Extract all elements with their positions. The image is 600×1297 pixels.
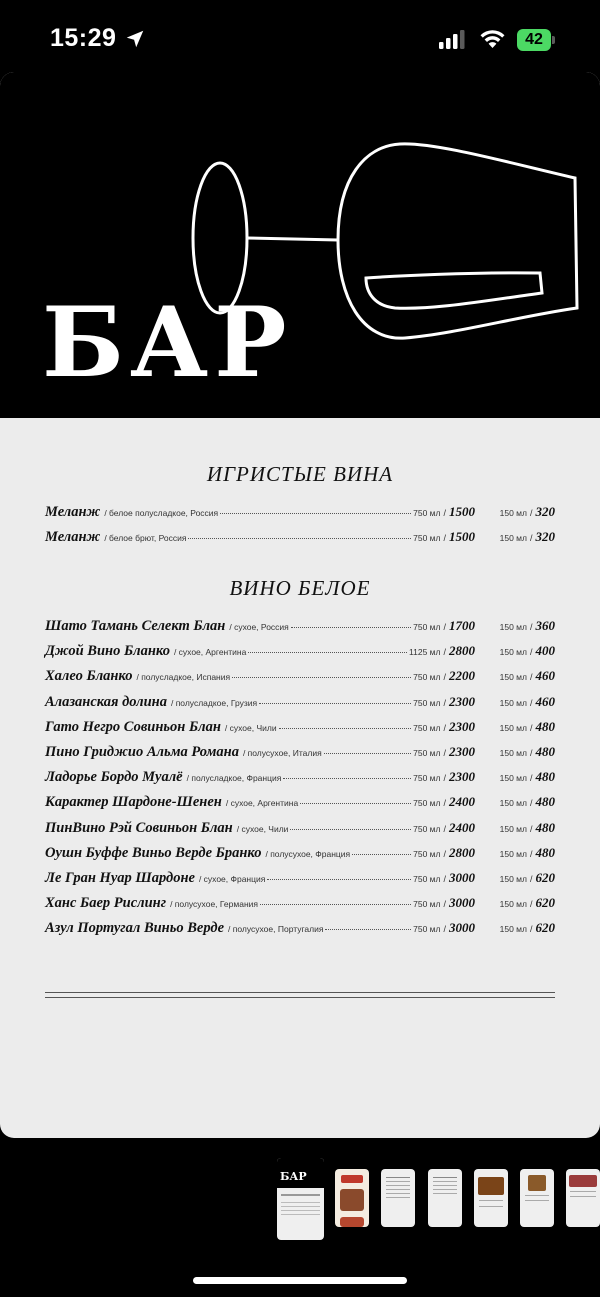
- separator: /: [443, 533, 446, 544]
- thumbnail-line: [386, 1177, 410, 1178]
- menu-item-row: [45, 528, 555, 553]
- thumbnail-line: [386, 1181, 410, 1182]
- separator: /: [529, 533, 533, 544]
- menu-item-row: [45, 919, 555, 944]
- menu-item-row: [45, 693, 555, 718]
- glass-price-group: [481, 743, 555, 761]
- bottle-price: 2300: [449, 769, 475, 785]
- dot-leader: [290, 829, 411, 830]
- wine-description: / полусладкое, Грузия: [170, 697, 258, 708]
- bottle-price: 2300: [449, 718, 475, 734]
- thumbnail-line: [386, 1193, 410, 1194]
- wine-description: / сухое, Чили: [236, 823, 289, 834]
- thumbnail-line: [570, 1196, 596, 1197]
- menu-item-row: [45, 869, 555, 894]
- separator: /: [529, 508, 533, 518]
- thumbnail-line: [433, 1185, 457, 1186]
- bottle-price: 2400: [449, 819, 475, 835]
- bottle-volume: 750 мл: [413, 747, 441, 758]
- glass-price-group: [481, 869, 555, 887]
- bottle-price-group: [413, 869, 475, 887]
- glass-price: 480: [535, 769, 555, 785]
- glass-volume: 150 мл: [499, 798, 527, 809]
- thumbnail-line: [433, 1189, 457, 1190]
- status-time: 15:29: [50, 24, 117, 52]
- separator: /: [529, 848, 533, 859]
- divider-line: [45, 992, 555, 993]
- thumbnail-line: [386, 1189, 410, 1190]
- glass-price: 620: [535, 920, 555, 936]
- wine-glass-illustration: [190, 138, 582, 344]
- dot-leader: [325, 929, 411, 930]
- separator: /: [443, 697, 446, 708]
- wine-description: / сухое, Франция: [198, 873, 266, 884]
- bottle-volume: 750 мл: [413, 773, 441, 784]
- separator: /: [529, 747, 533, 758]
- glass-price: 320: [535, 529, 555, 545]
- glass-volume: 150 мл: [499, 622, 527, 632]
- thumbnail-line: [386, 1185, 410, 1186]
- wine-name: Ле Гран Нуар Шардоне: [45, 869, 195, 886]
- glass-price: 480: [535, 844, 555, 860]
- thumbnail-photo: [528, 1175, 546, 1191]
- dot-leader: [188, 538, 411, 539]
- glass-price: 480: [535, 718, 555, 734]
- glass-volume: 150 мл: [499, 899, 527, 910]
- bottle-price: 3000: [449, 920, 475, 936]
- wine-description: / полусухое, Италия: [242, 747, 322, 758]
- dot-leader: [259, 703, 411, 704]
- wine-name: Алазанская долина: [45, 693, 167, 710]
- location-arrow-icon: [124, 28, 146, 50]
- section-title-white: ВИНО БЕЛОЕ: [229, 576, 371, 600]
- battery-tip: [552, 36, 555, 44]
- bottle-volume: 750 мл: [413, 798, 441, 809]
- wine-description: / белое брют, Россия: [104, 533, 187, 544]
- glass-volume: 150 мл: [499, 848, 527, 859]
- menu-item-row: [45, 768, 555, 793]
- menu-item-row: [45, 819, 555, 844]
- separator: /: [529, 823, 533, 834]
- glass-volume: 150 мл: [499, 823, 527, 834]
- separator: /: [443, 747, 446, 758]
- glass-price: 460: [535, 668, 555, 684]
- thumbnail-header: [277, 1158, 324, 1188]
- glass-price-group: [481, 642, 555, 660]
- bottle-price: 1500: [449, 504, 475, 519]
- thumbnail-page-1[interactable]: [277, 1158, 324, 1240]
- wine-description: / полусухое, Франция: [265, 848, 351, 859]
- wine-description: / полусухое, Германия: [170, 899, 258, 910]
- cellular-signal-icon: [439, 30, 465, 49]
- bottle-price-group: [409, 642, 475, 660]
- bottle-price-group: [413, 844, 475, 862]
- glass-price-group: [481, 528, 555, 546]
- thumbnail-line: [281, 1194, 320, 1196]
- separator: /: [443, 773, 446, 784]
- thumbnail-photo: [340, 1189, 364, 1211]
- page-thumbnail-strip[interactable]: [0, 1155, 600, 1245]
- thumbnail-title: БАР: [280, 1170, 307, 1183]
- glass-volume: 150 мл: [499, 533, 527, 544]
- separator: /: [443, 899, 446, 910]
- bottle-volume: 750 мл: [413, 899, 441, 910]
- white-wine-list: [45, 617, 555, 944]
- glass-price-group: [481, 919, 555, 937]
- wine-name: Меланж: [45, 504, 101, 520]
- glass-price: 320: [535, 504, 555, 519]
- wine-name: Меланж: [45, 529, 101, 546]
- separator: /: [529, 697, 533, 708]
- menu-item-row: [45, 894, 555, 919]
- wine-description: / полусладкое, Франция: [186, 773, 282, 784]
- wine-description: / сухое, Аргентина: [173, 647, 247, 658]
- glass-volume: 150 мл: [499, 647, 527, 658]
- menu-item-row: [45, 718, 555, 743]
- thumbnail-photo: [478, 1177, 504, 1195]
- bottle-volume: 750 мл: [413, 722, 441, 733]
- bottle-price-group: [413, 503, 475, 521]
- thumbnail-page-2[interactable]: [335, 1169, 369, 1227]
- menu-item-row: [45, 617, 555, 642]
- thumbnail-page-6[interactable]: [520, 1169, 554, 1227]
- battery-indicator: [517, 29, 555, 51]
- thumbnail-line: [433, 1181, 457, 1182]
- thumbnail-line: [281, 1214, 320, 1215]
- bottle-price: 1700: [449, 618, 475, 633]
- wine-name: ПинВино Рэй Совиньон Блан: [45, 819, 233, 836]
- wine-name: Шато Тамань Селект Блан: [45, 618, 226, 634]
- glass-price-group: [481, 894, 555, 912]
- glass-price-group: [481, 718, 555, 736]
- bottle-price: 1500: [449, 529, 475, 545]
- thumbnail-header: [341, 1175, 363, 1183]
- sparkling-wine-list: [45, 503, 555, 553]
- wine-description: / сухое, Россия: [229, 622, 289, 632]
- battery-level: 42: [517, 29, 551, 51]
- separator: /: [443, 873, 446, 884]
- bottle-volume: 1125 мл: [409, 647, 441, 658]
- bottle-price: 2400: [449, 794, 475, 810]
- separator: /: [443, 622, 446, 632]
- thumbnail-page-4[interactable]: [428, 1169, 462, 1227]
- thumbnail-page-5[interactable]: [474, 1169, 508, 1227]
- separator: /: [443, 672, 446, 683]
- bottle-volume: 750 мл: [413, 848, 441, 859]
- glass-volume: 150 мл: [499, 722, 527, 733]
- separator: /: [443, 924, 446, 935]
- wine-name: Халео Бланко: [45, 668, 133, 685]
- thumbnail-page-7[interactable]: [566, 1169, 600, 1227]
- wine-name: Азул Португал Виньо Верде: [45, 920, 225, 937]
- dot-leader: [279, 728, 412, 729]
- wine-name: Карактер Шардоне-Шенен: [45, 794, 222, 811]
- separator: /: [443, 823, 446, 834]
- glass-price-group: [481, 667, 555, 685]
- bottle-price: 2800: [449, 643, 475, 659]
- menu-item-row: [45, 642, 555, 667]
- thumbnail-line: [479, 1200, 503, 1201]
- separator: /: [443, 647, 446, 658]
- wine-name: Ладорье Бордо Муалё: [45, 769, 183, 786]
- glass-price-group: [481, 617, 555, 635]
- wine-name: Джой Вино Бланко: [45, 643, 170, 660]
- bottle-volume: 750 мл: [413, 533, 441, 544]
- glass-price: 360: [535, 618, 555, 633]
- glass-price: 620: [535, 869, 555, 885]
- thumbnail-line: [479, 1206, 503, 1207]
- bottle-price-group: [413, 743, 475, 761]
- thumbnail-page-3[interactable]: [381, 1169, 415, 1227]
- glass-volume: 150 мл: [499, 773, 527, 784]
- bottle-price-group: [413, 819, 475, 837]
- wifi-icon: [479, 28, 506, 49]
- glass-price-group: [481, 768, 555, 786]
- glass-price-group: [481, 693, 555, 711]
- wine-name: Гато Негро Совиньон Блан: [45, 718, 221, 735]
- bottle-price: 2300: [449, 693, 475, 709]
- glass-volume: 150 мл: [499, 873, 527, 884]
- header-title: БАР: [42, 286, 293, 399]
- separator: /: [529, 622, 533, 632]
- bottle-volume: 750 мл: [413, 672, 441, 683]
- dot-leader: [291, 627, 411, 628]
- separator: /: [529, 924, 533, 935]
- glass-price-group: [481, 819, 555, 837]
- glass-volume: 150 мл: [499, 697, 527, 708]
- bottle-price: 2200: [449, 668, 475, 684]
- dot-leader: [300, 803, 411, 804]
- bottle-volume: 750 мл: [413, 873, 441, 884]
- bottle-price-group: [413, 617, 475, 635]
- document-page[interactable]: [0, 72, 600, 1138]
- menu-item-row: [45, 743, 555, 768]
- menu-item-row: [45, 667, 555, 692]
- bottle-price-group: [413, 693, 475, 711]
- bottle-price-group: [413, 768, 475, 786]
- thumbnail-line: [433, 1193, 457, 1194]
- thumbnail-photo: [569, 1175, 597, 1187]
- glass-price: 480: [535, 743, 555, 759]
- bottle-volume: 750 мл: [413, 924, 441, 935]
- menu-item-row: [45, 793, 555, 818]
- menu-header: [0, 72, 600, 418]
- bottle-price: 3000: [449, 895, 475, 911]
- bottle-volume: 750 мл: [413, 823, 441, 834]
- bottle-price: 3000: [449, 869, 475, 885]
- separator: /: [529, 773, 533, 784]
- glass-price: 480: [535, 819, 555, 835]
- glass-price: 460: [535, 693, 555, 709]
- glass-volume: 150 мл: [499, 508, 527, 518]
- wine-description: / белое полусладкое, Россия: [104, 508, 219, 518]
- dot-leader: [260, 904, 411, 905]
- dot-leader: [248, 652, 407, 653]
- thumbnail-line: [281, 1206, 320, 1207]
- wine-name: Оушн Буффе Виньо Верде Бранко: [45, 844, 262, 861]
- glass-volume: 150 мл: [499, 924, 527, 935]
- status-bar: [0, 0, 600, 72]
- glass-volume: 150 мл: [499, 747, 527, 758]
- separator: /: [443, 848, 446, 859]
- section-title-sparkling: ИГРИСТЫЕ ВИНА: [206, 462, 394, 486]
- wine-name: Ханс Баер Рислинг: [45, 895, 167, 912]
- separator: /: [529, 722, 533, 733]
- bottle-price-group: [413, 528, 475, 546]
- dot-leader: [283, 778, 411, 779]
- bottle-price-group: [413, 718, 475, 736]
- dot-leader: [352, 854, 411, 855]
- thumbnail-line: [281, 1210, 320, 1211]
- divider-line: [45, 997, 555, 998]
- dot-leader: [324, 753, 411, 754]
- glass-volume: 150 мл: [499, 672, 527, 683]
- wine-name: Пино Гриджио Альма Романа: [45, 743, 239, 760]
- bottle-price: 2300: [449, 743, 475, 759]
- separator: /: [443, 722, 446, 733]
- glass-price: 400: [535, 643, 555, 659]
- bottle-volume: 750 мл: [413, 697, 441, 708]
- separator: /: [529, 798, 533, 809]
- thumbnail-line: [433, 1177, 457, 1178]
- glass-price-group: [481, 844, 555, 862]
- separator: /: [529, 899, 533, 910]
- glass-price-group: [481, 793, 555, 811]
- home-indicator[interactable]: [193, 1277, 407, 1284]
- glass-price: 620: [535, 895, 555, 911]
- bottle-volume: 750 мл: [413, 622, 441, 632]
- bottle-price-group: [413, 793, 475, 811]
- bottle-price: 2800: [449, 844, 475, 860]
- dot-leader: [220, 513, 411, 514]
- separator: /: [443, 508, 446, 518]
- thumbnail-line: [386, 1197, 410, 1198]
- glass-price: 480: [535, 794, 555, 810]
- thumbnail-line: [525, 1200, 549, 1201]
- bottle-price-group: [413, 919, 475, 937]
- separator: /: [529, 647, 533, 658]
- menu-item-row: [45, 503, 555, 528]
- thumbnail-line: [570, 1191, 596, 1192]
- separator: /: [443, 798, 446, 809]
- thumbnail-line: [281, 1202, 320, 1203]
- dot-leader: [267, 879, 411, 880]
- glass-price-group: [481, 503, 555, 521]
- wine-description: / полусухое, Португалия: [228, 924, 324, 935]
- wine-description: / сухое, Чили: [224, 722, 277, 733]
- menu-item-row: [45, 844, 555, 869]
- thumbnail-line: [525, 1195, 549, 1196]
- bottle-price-group: [413, 894, 475, 912]
- bottle-price-group: [413, 667, 475, 685]
- wine-description: / полусладкое, Испания: [136, 672, 231, 683]
- bottle-volume: 750 мл: [413, 508, 441, 518]
- thumbnail-photo: [340, 1217, 364, 1227]
- separator: /: [529, 873, 533, 884]
- wine-description: / сухое, Аргентина: [225, 798, 299, 809]
- separator: /: [529, 672, 533, 683]
- dot-leader: [232, 677, 411, 678]
